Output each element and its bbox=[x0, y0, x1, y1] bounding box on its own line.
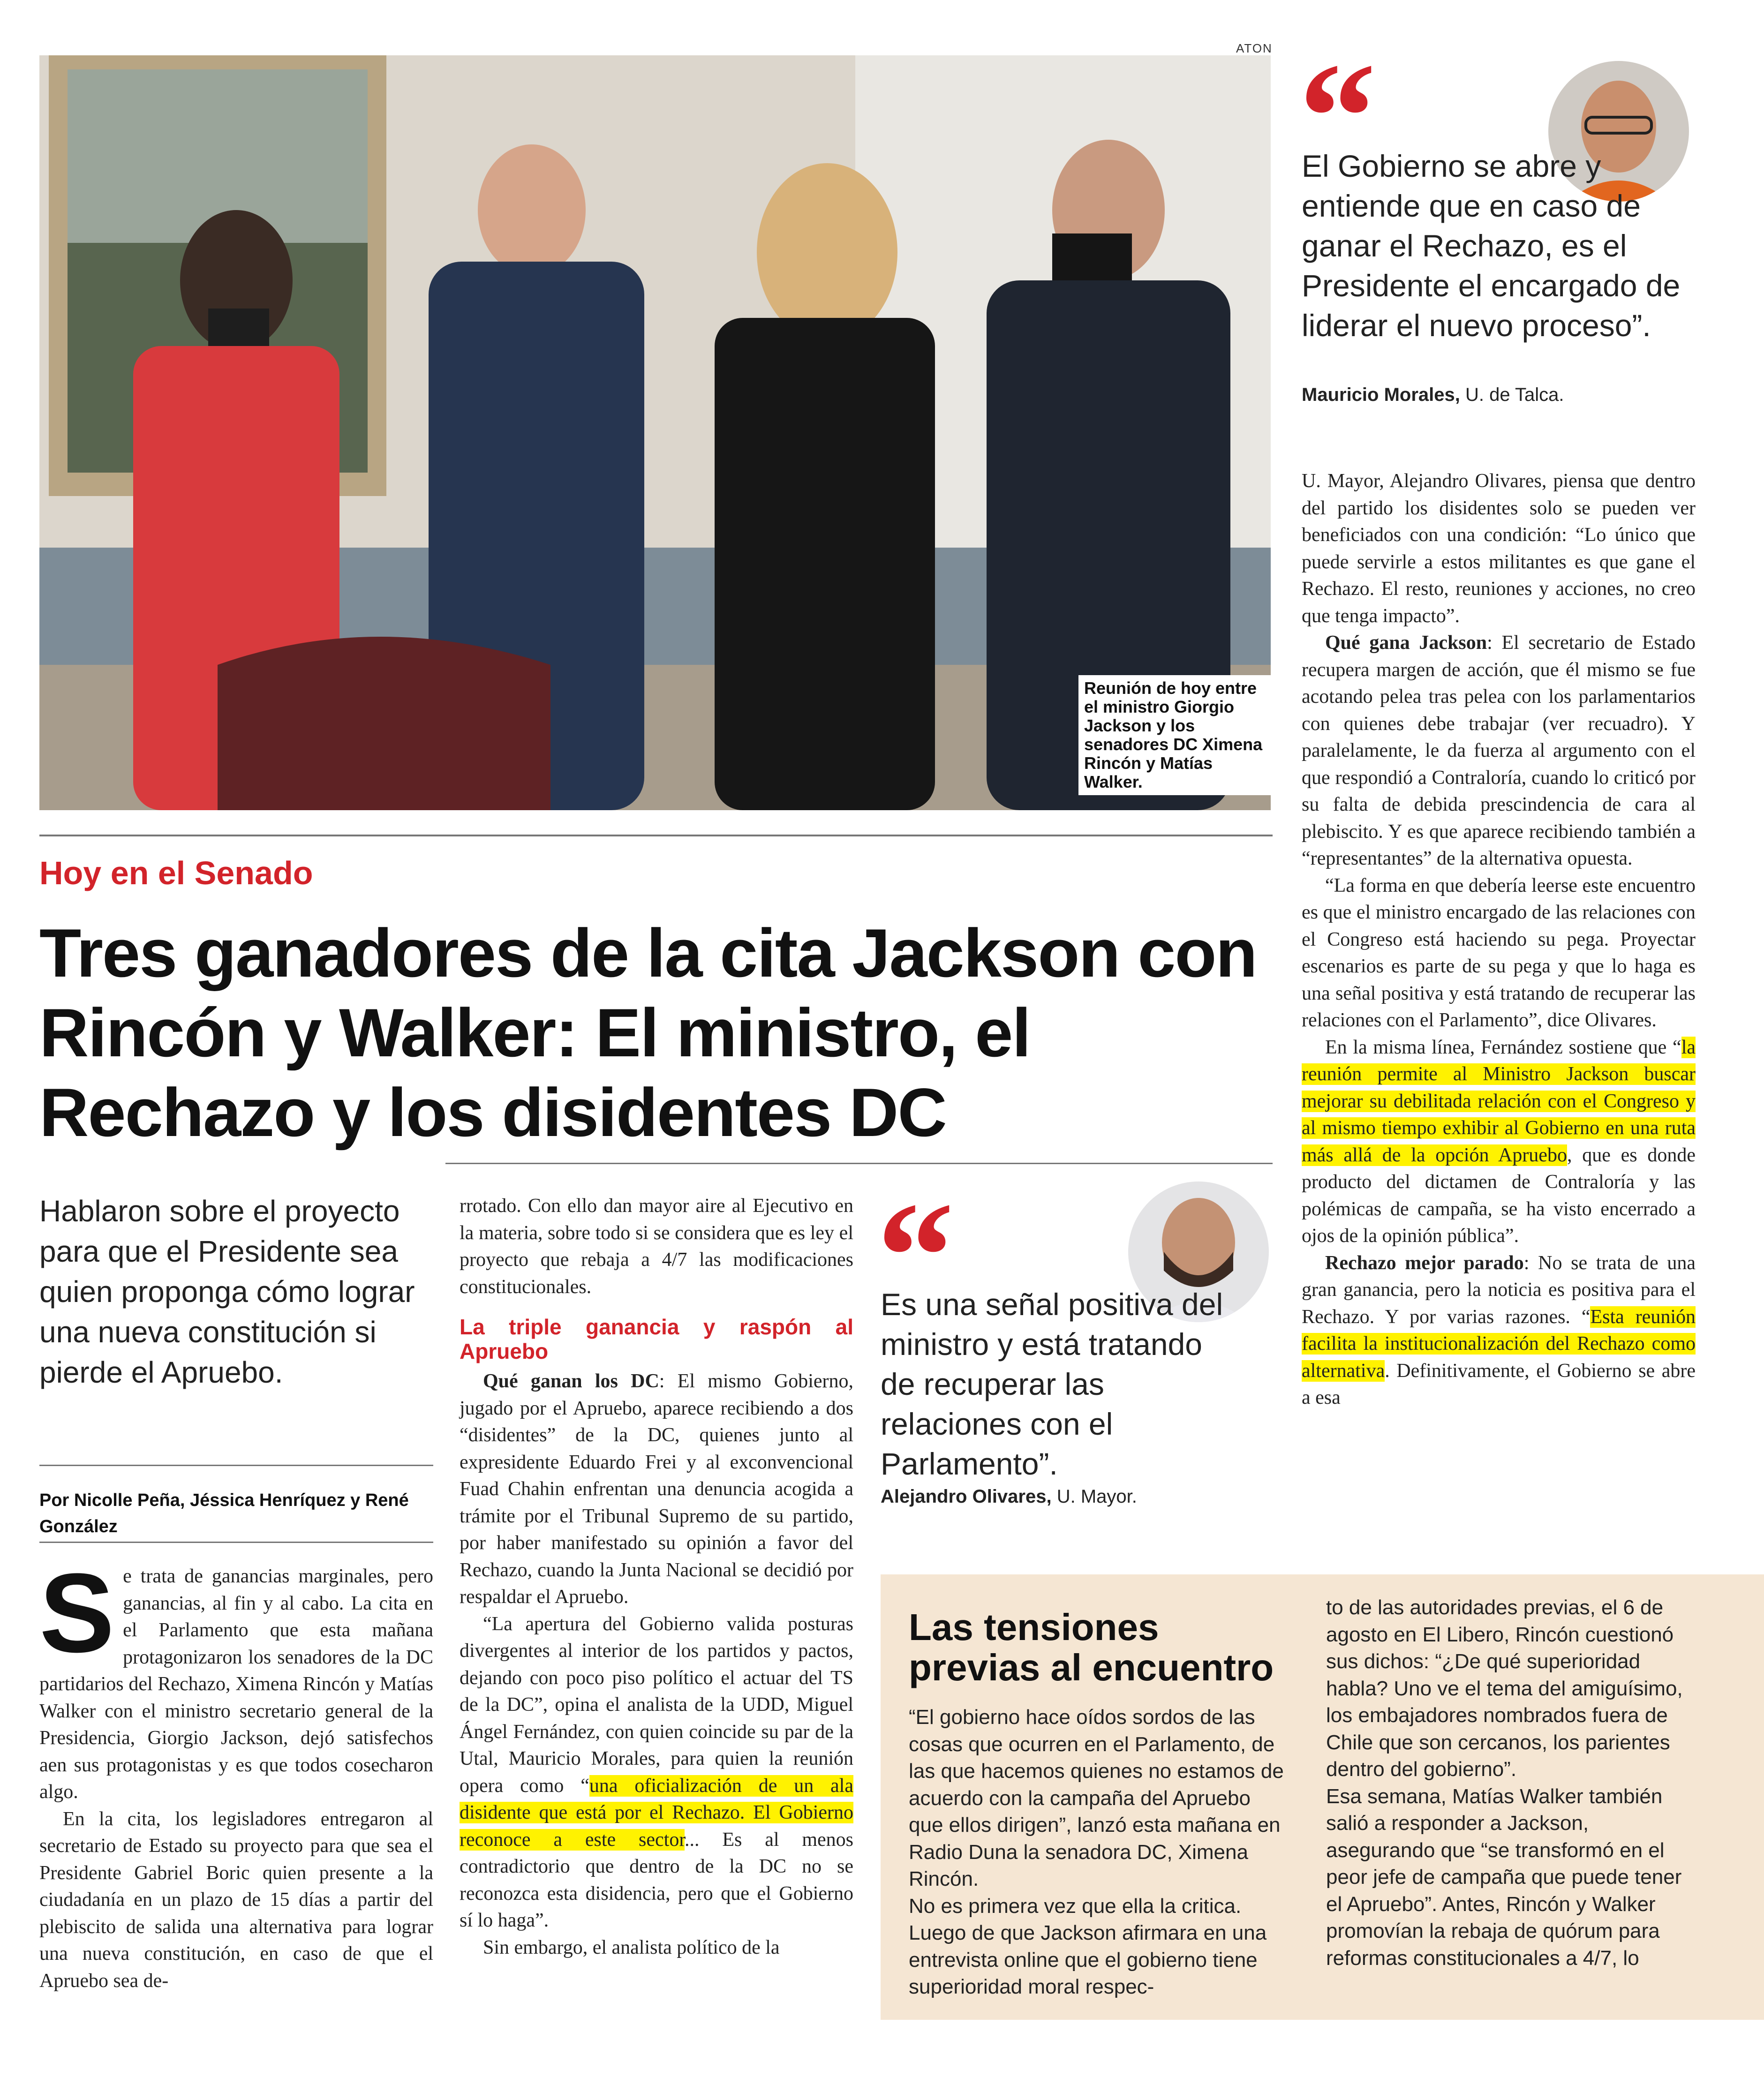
quote-top-name: Mauricio Morales, bbox=[1302, 384, 1460, 405]
paragraph: Sin embargo, el analista político de la bbox=[483, 1936, 780, 1958]
paragraph-lead: Qué gana Jackson bbox=[1325, 632, 1487, 654]
divider bbox=[39, 835, 1273, 836]
article-column-3 bbox=[1302, 468, 1696, 1412]
paragraph-text: : El secretario de Estado recupera margen de acción, que él mismo se fue acotando pelea tras pelea con los parlamentarios con quienes debe trabajar (ver recuadro). Y paralelamente, le da fuerza al argumento con el que respondió a Contraloría, cuando lo criticó por su falta de debida prescindencia de cara al plebiscito. Y es que aparece recibiendo también a “representantes” de la alternativa opuesta. bbox=[1302, 632, 1696, 869]
quote-top-affiliation: U. de Talca. bbox=[1465, 384, 1564, 405]
quote-mark-mid: “ bbox=[877, 1171, 954, 1342]
quote-mid-attribution bbox=[881, 1486, 1265, 1507]
paragraph-text: : El mismo Gobierno, jugado por el Apruebo, aparece recibiendo a dos “disidentes” de la DC, quienes junto al expresidente Eduardo Frei y al exconvencional Fuad Chahin enfrentan una denuncia acogida a trámite por el Tribunal Supremo de su partido, por haber manifestado su opinión a favor del Rechazo, cuando la Junta Nacional se decidió por respaldar el Apruebo. bbox=[460, 1370, 853, 1608]
quote-mid-name: Alejandro Olivares, bbox=[881, 1486, 1052, 1507]
paragraph bbox=[1302, 1034, 1696, 1250]
divider bbox=[445, 1163, 1273, 1164]
quote-top-attribution bbox=[1302, 384, 1705, 406]
highlighted-text: la reunión permite al Ministro Jackson buscar mejorar su debilitada relación con el Congreso y al mismo tiempo exhibir al Gobierno en una ruta más allá de la opción Apruebo bbox=[1302, 1036, 1696, 1166]
paragraph-text: e trata de ganancias marginales, pero ganancias, al fin y al cabo. La cita en el Parlamento que esta mañana protagonizaron los senadores de la DC partidarios del Rechazo, Ximena Rincón y Matías Walker con el ministro secretario general de la Presidencia, Giorgio Jackson, dejó satisfechos aen sus protagonistas y es que todos cosecharon algo. bbox=[39, 1565, 433, 1803]
paragraph: En la cita, los legisladores entregaron al secretario de Estado su proyecto para que sea el Presidente Gabriel Boric quien presente a la ciudadanía en un plazo de 15 días a partir del plebiscito de salida una alternativa para lograr una nueva constitución, en caso de que el Apruebo sea de- bbox=[39, 1808, 433, 1992]
quote-mid-text: Es una señal positiva del ministro y está tratando de recuperar las relaciones con el Parlamento”. bbox=[881, 1287, 1223, 1481]
paragraph: Esa semana, Matías Walker también salió a responder a Jackson, asegurando que “se transformó en el peor jefe de campaña que puede tener el Apruebo”. Antes, Rincón y Walker promovían la rebaja de quórum para reformas constitucionales a 4/7, lo bbox=[1326, 1784, 1682, 1970]
highlighted-text: una oficialización de un ala disidente que está por el Rechazo. El Gobierno reconoce a este sector bbox=[460, 1775, 853, 1851]
article-column-1 bbox=[39, 1550, 433, 1994]
quote-top-text: El Gobierno se abre y entiende que en caso de ganar el Rechazo, es el Presidente el encargado de liderar el nuevo proceso”. bbox=[1302, 149, 1681, 343]
highlighted-text: Esta reunión facilita la institucionalización del Rechazo como alternativa bbox=[1302, 1306, 1696, 1382]
paragraph bbox=[1302, 1250, 1696, 1412]
paragraph bbox=[39, 1550, 433, 1806]
paragraph: rrotado. Con ello dan mayor aire al Ejecutivo en la materia, sobre todo si se considera que es ley el proyecto que rebaja a 4/7 las modificaciones constitucionales. bbox=[460, 1195, 853, 1298]
paragraph-lead: Qué ganan los DC bbox=[483, 1370, 659, 1392]
paragraph-text: , que es donde producto del dictamen de Contraloría y las polémicas de campaña, se ha visto encerrado a ojos de la opinión pública”. bbox=[1302, 1144, 1696, 1247]
article-kicker: Hoy en el Senado bbox=[39, 855, 313, 891]
paragraph-text: : No se trata de una gran ganancia, pero la noticia es positiva para el Rechazo. Y por varias razones. “ bbox=[1302, 1252, 1696, 1328]
box-title: Las tensiones previas al encuentro bbox=[909, 1606, 1274, 1688]
box-column-left bbox=[909, 1704, 1284, 2001]
divider bbox=[39, 1465, 433, 1466]
paragraph bbox=[460, 1368, 853, 1611]
photo-caption: Reunión de hoy entre el ministro Giorgio Jackson y los senadores DC Ximena Rincón y Matías Walker. bbox=[1078, 675, 1273, 795]
quote-mark-top: “ bbox=[1299, 31, 1376, 203]
paragraph-text: ... Es al menos contradictorio que dentro de la DC no se reconozca esta disidencia, pero que el Gobierno sí lo haga”. bbox=[460, 1829, 853, 1931]
quote-mid-affiliation: U. Mayor. bbox=[1056, 1486, 1137, 1507]
drop-cap: S bbox=[39, 1550, 115, 1676]
paragraph: “El gobierno hace oídos sordos de las cosas que ocurren en el Parlamento, de las que hacemos quienes no estamos de acuerdo con la campaña del Apruebo que ellos dirigen”, lanzó esta mañana en Radio Duna la senadora DC, Ximena Rincón. bbox=[909, 1706, 1284, 1890]
paragraph bbox=[1302, 630, 1696, 873]
article-deck: Hablaron sobre el proyecto para que el Presidente sea quien proponga cómo lograr una nueva constitución si pierde el Apruebo. bbox=[39, 1194, 415, 1389]
photo-credit: ATON bbox=[1236, 41, 1273, 55]
sidebar-box bbox=[881, 1574, 1764, 2020]
paragraph bbox=[460, 1611, 853, 1934]
paragraph: “La forma en que debería leerse este encuentro es que el ministro encargado de las relaciones con el Congreso está haciendo su pega. Proyectar escenarios es parte de su pega y que lo haga es una señal positiva y está tratando de recuperar las relaciones con el Parlamento”, dice Olivares. bbox=[1302, 874, 1696, 1031]
paragraph-text: . Definitivamente, el Gobierno se abre a esa bbox=[1302, 1360, 1696, 1408]
section-subhead: La triple ganancia y raspón al Apruebo bbox=[460, 1315, 853, 1363]
paragraph: to de las autoridades previas, el 6 de agosto en El Libero, Rincón cuestionó sus dichos: “¿De qué superioridad habla? Uno ve el tema del amiguísimo, los embajadores nombrados fuera de Chile que son cercanos, los parientes dentro del gobierno”. bbox=[1326, 1596, 1683, 1781]
paragraph: No es primera vez que ella la critica. Luego de que Jackson afirmara en una entrevista online que el gobierno tiene superioridad moral respec- bbox=[909, 1894, 1267, 1998]
paragraph-text: “La apertura del Gobierno valida posturas divergentes al interior de los partidos y pactos, dejando con poco piso político el actuar del TS de la DC”, opina el analista de la UDD, Miguel Ángel Fernández, con quien coincide su par de la Utal, Mauricio Morales, para quien la reunión opera como “ bbox=[460, 1613, 853, 1797]
article-headline: Tres ganadores de la cita Jackson con Rincón y Walker: El ministro, el Rechazo y los disidentes DC bbox=[39, 915, 1257, 1151]
article-column-2 bbox=[460, 1193, 853, 1961]
paragraph-text: En la misma línea, Fernández sostiene que “ bbox=[1325, 1036, 1681, 1058]
paragraph-lead: Rechazo mejor parado bbox=[1325, 1252, 1524, 1274]
divider bbox=[39, 1542, 433, 1543]
article-byline: Por Nicolle Peña, Jéssica Henríquez y René González bbox=[39, 1490, 409, 1536]
paragraph: U. Mayor, Alejandro Olivares, piensa que dentro del partido los disidentes solo se pueden ver beneficiados con una condición: “Lo único que puede servirle a estos militantes es que gane el Rechazo. El resto, reuniones y acciones, no creo que tenga impacto”. bbox=[1302, 470, 1696, 627]
box-column-right bbox=[1326, 1594, 1701, 1972]
